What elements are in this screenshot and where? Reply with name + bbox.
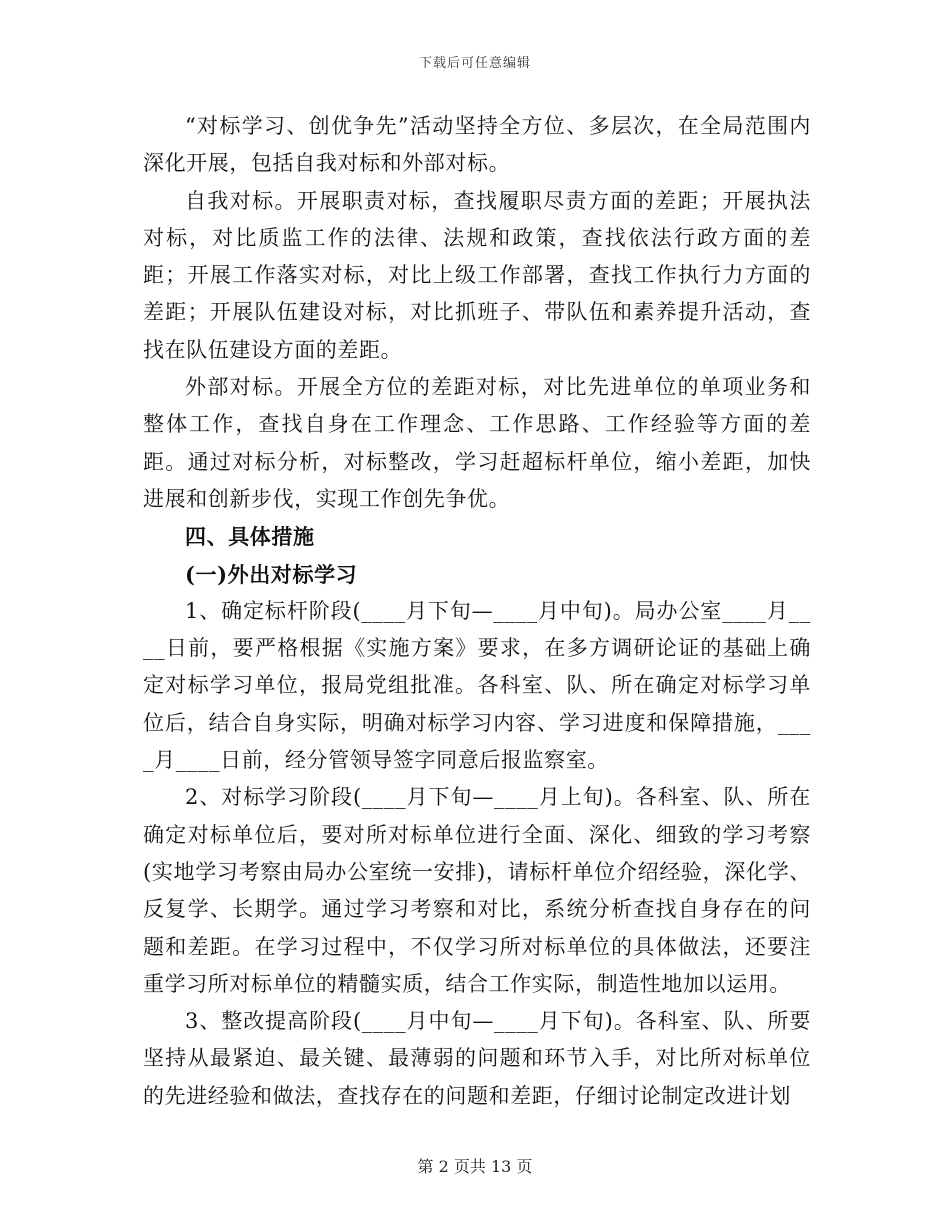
paragraph-step-3: 3、整改提高阶段(____月中旬—____月下旬)。各科室、队、所要坚持从最紧迫、最关键、最薄弱的问题和环节入手，对比所对标单位的先进经验和做法，查找存在的问题和差距，仔细讨论制定改进计划 bbox=[143, 1009, 811, 1108]
section-heading-measures: 四、具体措施 bbox=[185, 524, 315, 550]
paragraph-self-benchmark: 自我对标。开展职责对标，查找履职尽责方面的差距；开展执法对标，对比质监工作的法律、法规和政策，查找依法行政方面的差距；开展工作落实对标，对比上级工作部署，查找工作执行力方面的差距；开展队伍建设对标，对比抓班子、带队伍和素养提升活动，查找在队伍建设方面的差距。 bbox=[143, 188, 811, 362]
paragraph-intro: “对标学习、创优争先”活动坚持全方位、多层次，在全局范围内深化开展，包括自我对标和外部对标。 bbox=[143, 114, 811, 176]
paragraph-step-1: 1、确定标杆阶段(____月下旬—____月中旬)。局办公室____月____日前，要严格根据《实施方案》要求，在多方调研论证的基础上确定对标学习单位，报局党组批准。各科室、队、所在确定对标学习单位后，结合自身实际，明确对标学习内容、学习进度和保障措施，____月____日前，经分管领导签字同意后报监察室。 bbox=[143, 598, 811, 773]
document-body bbox=[143, 108, 811, 1115]
paragraph-external-benchmark: 外部对标。开展全方位的差距对标，对比先进单位的单项业务和整体工作，查找自身在工作理念、工作思路、工作经验等方面的差距。通过对标分析，对标整改，学习赶超标杆单位，缩小差距，加快进展和创新步伐，实现工作创先争优。 bbox=[143, 375, 811, 511]
paragraph-step-2: 2、对标学习阶段(____月下旬—____月上旬)。各科室、队、所在确定对标单位后，要对所对标单位进行全面、深化、细致的学习考察(实地学习考察由局办公室统一安排)，请标杆单位介绍经验，深化学、反复学、长期学。通过学习考察和对比，系统分析查找自身存在的问题和差距。在学习过程中，不仅学习所对标单位的具体做法，还要注重学习所对标单位的精髓实质，结合工作实际，制造性地加以运用。 bbox=[143, 785, 811, 996]
subsection-heading-external-study: (一)外出对标学习 bbox=[185, 561, 358, 587]
page-footer: 第 2 页共 13 页 bbox=[417, 1157, 533, 1176]
page-header: 下载后可任意编辑 bbox=[418, 56, 531, 71]
